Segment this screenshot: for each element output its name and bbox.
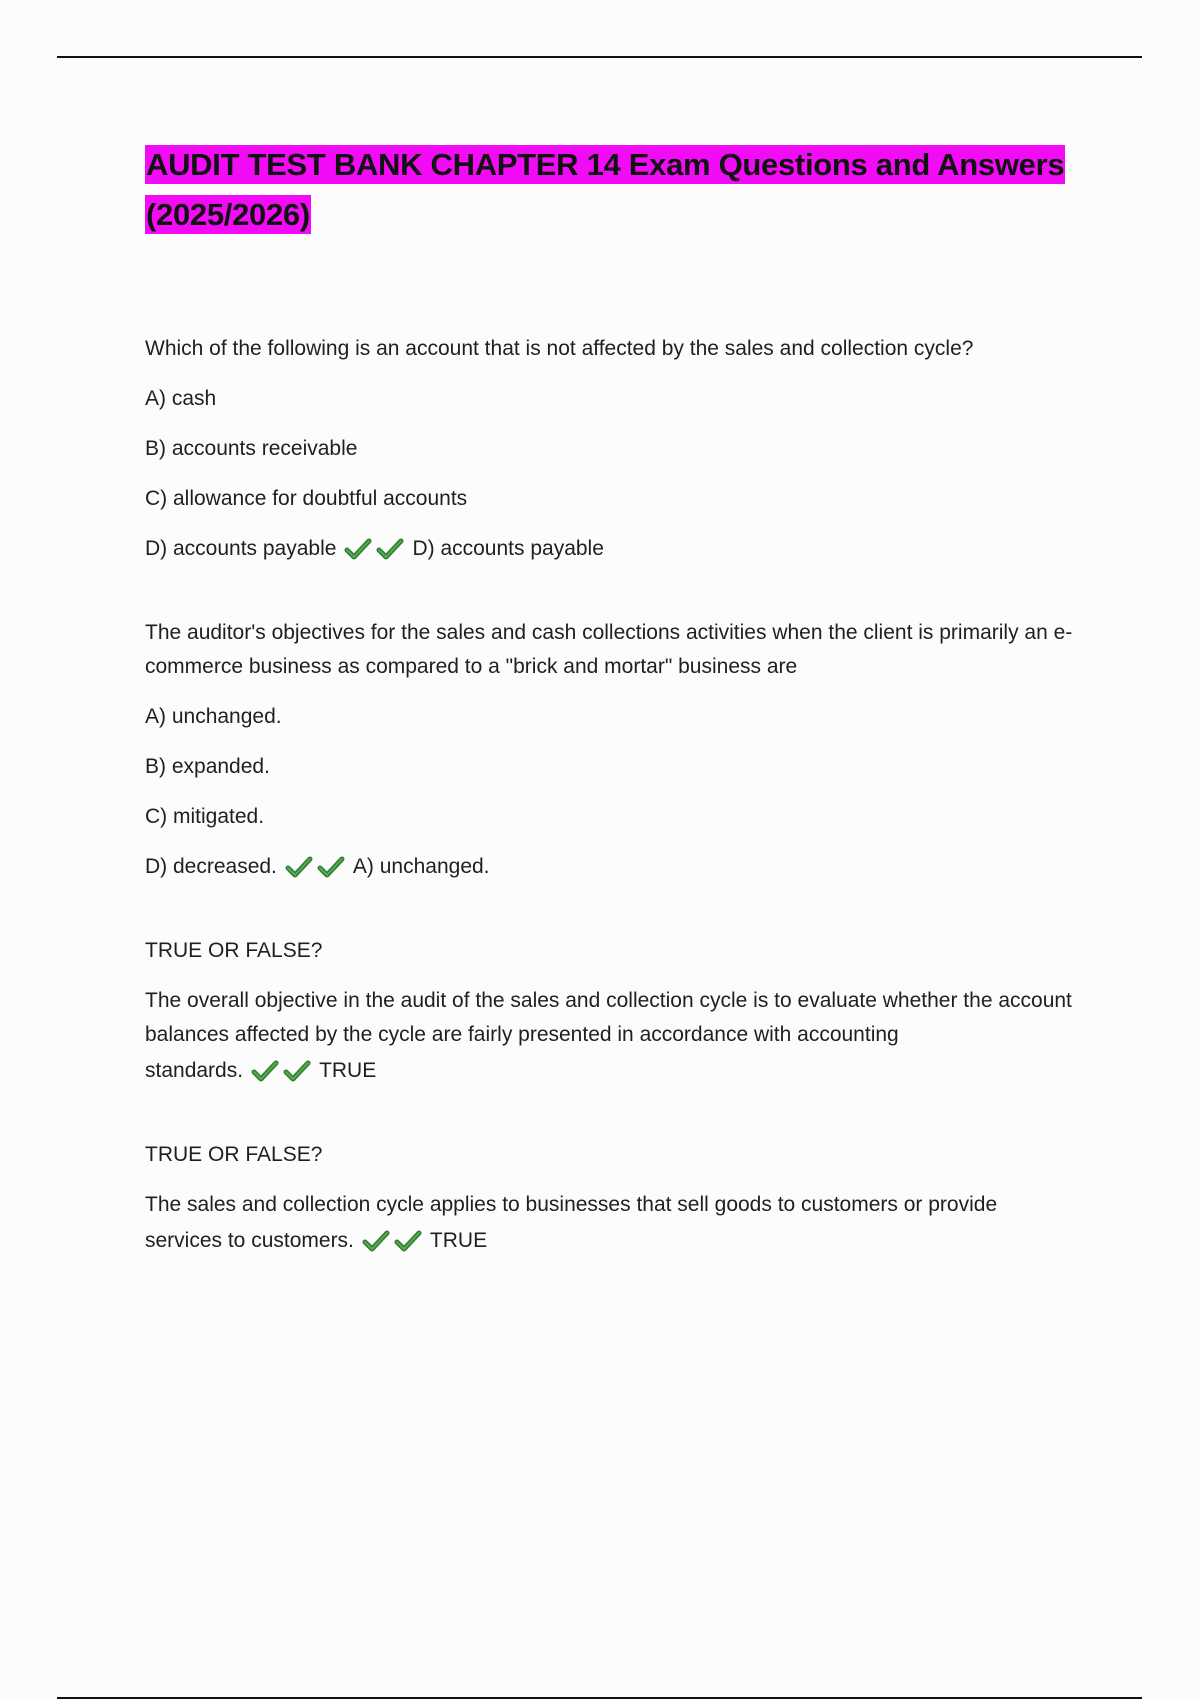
- answer-checks: [285, 855, 349, 879]
- document-title: [145, 140, 1090, 240]
- question-label: TRUE OR FALSE?: [145, 1143, 323, 1166]
- option-d: D) decreased.: [145, 855, 277, 878]
- answer-text: TRUE: [319, 1059, 377, 1082]
- question-text-tail: services to customers.: [145, 1229, 354, 1252]
- check-mark-icon: [376, 537, 404, 561]
- check-mark-icon: [317, 855, 345, 879]
- option-b: B) expanded.: [145, 755, 270, 778]
- top-rule: [57, 56, 1142, 58]
- question-4: [145, 1138, 1090, 1258]
- bottom-rule: [57, 1697, 1142, 1699]
- question-text-tail: standards.: [145, 1059, 244, 1082]
- question-text: The auditor's objectives for the sales and cash collections activities when the client is primarily an e-commerce business as compared to a "brick and mortar" business are: [145, 621, 1073, 678]
- question-1: [145, 332, 1090, 566]
- option-c: C) allowance for doubtful accounts: [145, 487, 468, 510]
- check-mark-icon: [251, 1059, 279, 1083]
- option-c: C) mitigated.: [145, 805, 265, 828]
- answer-checks: [362, 1229, 426, 1253]
- check-mark-icon: [344, 537, 372, 561]
- check-mark-icon: [285, 855, 313, 879]
- question-label: TRUE OR FALSE?: [145, 939, 323, 962]
- answer-line: [145, 1054, 1090, 1088]
- option-b: B) accounts receivable: [145, 437, 358, 460]
- question-text: The sales and collection cycle applies to businesses that sell goods to customers or provide: [145, 1193, 998, 1216]
- question-text: Which of the following is an account that is not affected by the sales and collection cycle?: [145, 337, 974, 360]
- answer-line: [145, 850, 1090, 884]
- option-d: D) accounts payable: [145, 537, 337, 560]
- answer-line: [145, 532, 1090, 566]
- option-a: A) unchanged.: [145, 705, 282, 728]
- answer-checks: [344, 537, 408, 561]
- answer-text: D) accounts payable: [412, 537, 604, 560]
- check-mark-icon: [362, 1229, 390, 1253]
- question-3: [145, 934, 1090, 1088]
- check-mark-icon: [394, 1229, 422, 1253]
- document-body: [145, 140, 1090, 1308]
- answer-line: [145, 1224, 1090, 1258]
- question-text: The overall objective in the audit of the sales and collection cycle is to evaluate whether the account balances affected by the cycle are fairly presented in accordance with accounting: [145, 989, 1072, 1046]
- answer-text: TRUE: [429, 1229, 488, 1252]
- option-a: A) cash: [145, 387, 217, 410]
- title-highlight: AUDIT TEST BANK CHAPTER 14 Exam Questions and Answers (2025/2026): [146, 147, 1065, 232]
- question-2: [145, 616, 1090, 884]
- check-mark-icon: [283, 1059, 311, 1083]
- answer-checks: [251, 1059, 315, 1083]
- answer-text: A) unchanged.: [352, 855, 490, 878]
